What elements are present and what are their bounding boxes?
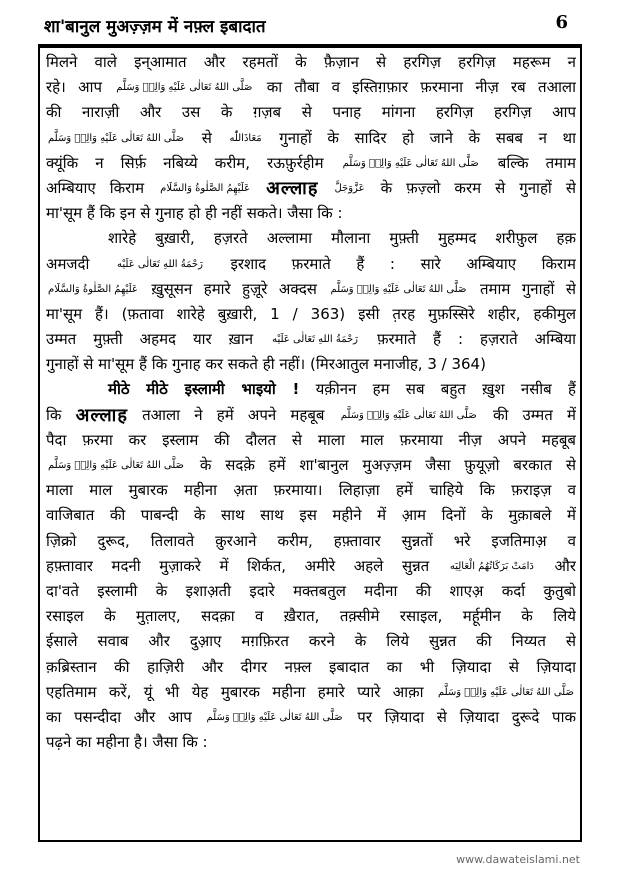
text-line: मीठे मीठे इस्लामी भाइयो ! यक़ीनन हम सब बहुत ख़ुश नसीब हैं [108,380,576,399]
text-line: एहतिमाम करें, यूं भी येह मुबारक महीना हमारे प्यारे आक़ा صَلَّى اللهُ تَعَالٰى عَلَيْهِ وَالِهٖ وَسَلَّم [46,680,576,705]
text-line: صَلَّى اللهُ تَعَالٰى عَلَيْهِ وَالِهٖ وَسَلَّم के सदक़े हमें शा'बानुल मुअज़्ज़म जैसा फ़ुयूज़ो बरकात से [46,453,576,478]
page-number: 6 [555,12,568,33]
text-line: हफ़्तावार मदनी मुज़ाकरे में शिर्कत, अमीरे अहले सुन्नत دَامَتْ بَرَكَاتُهُمُ الْعَالِيَه और [46,554,576,579]
text-line: क्यूंकि न सिर्फ़ नबिय्ये करीम, रऊफ़ुर्रहीम صَلَّى اللهُ تَعَالٰى عَلَيْهِ وَالِهٖ وَسَلَّم बल्कि तमाम [46,151,576,176]
salla-honorific-icon: صَلَّى اللهُ تَعَالٰى عَلَيْهِ وَالِهٖ وَسَلَّم [437,686,574,698]
salla-honorific-icon: صَلَّى اللهُ تَعَالٰى عَلَيْهِ وَالِهٖ وَسَلَّم [342,157,479,169]
text-line: मा'सूम हैं। (फ़तावा शारेहे बुख़ारी, 1 / 363) इसी त़रह मुफ़स्सिरे शहीर, हकीमुल [46,304,576,323]
rahmatullah-honorific-icon: رَحْمَةُ اللهِ تَعَالٰى عَلَيْه [117,258,203,270]
text-line: ईसाले सवाब और दुआ़ए मग़फ़िरत करने के लिये सुन्नत की निय्यत से [46,632,576,651]
section-heading: मीठे मीठे इस्लामी भाइयो ! [108,380,300,399]
salla-honorific-icon: صَلَّى اللهُ تَعَالٰى عَلَيْهِ وَالِهٖ وَسَلَّم [340,409,477,421]
text-line: ज़िक्रो दुरूद, तिलावते क़ुरआने करीम, हफ़्तावार सुन्नतों भरे इजतिमाअ़ व [46,531,576,550]
page-header [38,12,582,42]
text-line: दा'वते इस्लामी के इशाअ़ती इदारे मक्तबतुल मदीना की शाएअ़ कर्दा कुतुबो [46,581,576,600]
text-line: क़ब्रिस्तान की हाज़िरी और दीगर नफ़्ल इबादात का भी ज़ियादा से ज़ियादा [46,657,576,676]
allah-calligraphy: अल्लाह [75,404,128,426]
text-line: गुनाहों से मा'सूम हैं कि गुनाह कर सकते ही नहीं। (मिरआतुल मनाजीह, 3 / 364) [46,355,486,374]
alayhim-honorific-icon: عَلَيْهِمُ الصَّلٰوةُ وَالسَّلَام [160,182,251,194]
text-line: मिलने वाले इन्आमात और रहमतों के फ़ैज़ान से हरगिज़ हरगिज़ महरूम न [46,53,576,71]
text-line: पैदा फ़रमा कर इस्लाम की दौलत से माला माल फ़रमाया नीज़ अपने महबूब [46,430,576,449]
damat-honorific-icon: دَامَتْ بَرَكَاتُهُمُ الْعَالِيَه [449,560,534,572]
text-line: रसाइल के मुत़ालए, सदक़ा व ख़ैरात, तक़्सीमे रसाइल, मर्हूमीन के लिये [46,607,576,626]
text-line: कि अल्लाह तआला ने हमें अपने महबूब صَلَّى اللهُ تَعَالٰى عَلَيْهِ وَالِهٖ وَسَلَّم की उम्मत में [46,403,576,428]
text-line: का पसन्दीदा और आप صَلَّى اللهُ تَعَالٰى عَلَيْهِ وَالِهٖ وَسَلَّم पर ज़ियादा से ज़ियादा दुरूदे पाक [46,705,576,730]
text-line: शारेहे बुख़ारी, हज़रते अल्लामा मौलाना मुफ़्ती मुहम्मद शरीफ़ुल हक़ [108,229,576,248]
allah-calligraphy: अल्लाह [266,177,319,199]
salla-honorific-icon: صَلَّى اللهُ تَعَالٰى عَلَيْهِ وَالِهٖ وَسَلَّم [48,460,185,471]
text-line: वाजिबात की पाबन्दी के साथ साथ इस महीने में आ़म दिनों के मुक़ाबले में [46,506,576,525]
text-line: रहे। आप صَلَّى اللهُ تَعَالٰى عَلَيْهِ وَالِهٖ وَسَلَّم का तौबा व इस्तिग़फ़ार फ़रमाना नीज़ रब तआला [46,75,576,100]
text-line: माला माल मुबारक महीना अ़ता फ़रमाया। लिहाज़ा हमें चाहिये कि फ़राइज़ व [46,481,576,500]
salla-honorific-icon: صَلَّى اللهُ تَعَالٰى عَلَيْهِ وَالِهٖ وَسَلَّم [206,711,343,723]
text-line: उम्मत मुफ़्ती अहमद यार ख़ान رَحْمَةُ اللهِ تَعَالٰى عَلَيْه फ़रमाते हैं : हज़राते अम्बिया [46,327,576,352]
alayhim-honorific-icon: عَلَيْهِمُ الصَّلٰوةُ وَالسَّلَام [48,283,138,295]
azzawajal-honorific-icon: عَزَّوَجَلَّ [334,182,365,194]
text-line: की नाराज़ी और उस के ग़ज़ब से पनाह मांगना हरगिज़ हरगिज़ आप [46,103,576,122]
text-line: صَلَّى اللهُ تَعَالٰى عَلَيْهِ وَالِهٖ وَسَلَّم से مَعَاذَاللّٰه गुनाहों के सादिर हो जाने के सबब न था [46,126,576,151]
text-line: अमजदी رَحْمَةُ اللهِ تَعَالٰى عَلَيْه इरशाद फ़रमाते हैं : सारे अम्बियाए किराम [46,252,576,277]
text-line: पढ़ने का महीना है। जैसा कि : [46,733,208,752]
salla-honorific-icon: صَلَّى اللهُ تَعَالٰى عَلَيْهِ وَالِهٖ وَسَلَّم [330,283,467,295]
maazallah-calligraphy-icon: مَعَاذَاللّٰه [229,132,262,144]
salla-honorific-icon: صَلَّى اللهُ تَعَالٰى عَلَيْهِ وَالِهٖ وَسَلَّم [116,82,253,94]
text-line: अम्बियाए किराम عَلَيْهِمُ الصَّلٰوةُ وَالسَّلَام अल्लाह عَزَّوَجَلَّ के फ़ज़्लो करम से गुनाहों से [46,176,576,201]
rahmatullah-honorific-icon: رَحْمَةُ اللهِ تَعَالٰى عَلَيْه [272,334,358,346]
text-line: मा'सूम हैं कि इन से गुनाह हो ही नहीं सकते। जैसा कि : [46,204,343,223]
text-line: عَلَيْهِمُ الصَّلٰوةُ وَالسَّلَام ख़ुसूसन हमारे हुज़ूरे अक्दस صَلَّى اللهُ تَعَالٰى عَلَيْهِ وَالِهٖ وَسَلَّم तमाम गुनाहों से [46,277,576,302]
page-title: शा'बानुल मुअज़्ज़म में नफ़्ल इबादात [44,17,266,37]
footer-site-link[interactable]: www.dawateislami.net [456,853,580,866]
salla-honorific-icon: صَلَّى اللهُ تَعَالٰى عَلَيْهِ وَالِهٖ وَسَلَّم [48,132,185,144]
page-body [46,50,576,836]
